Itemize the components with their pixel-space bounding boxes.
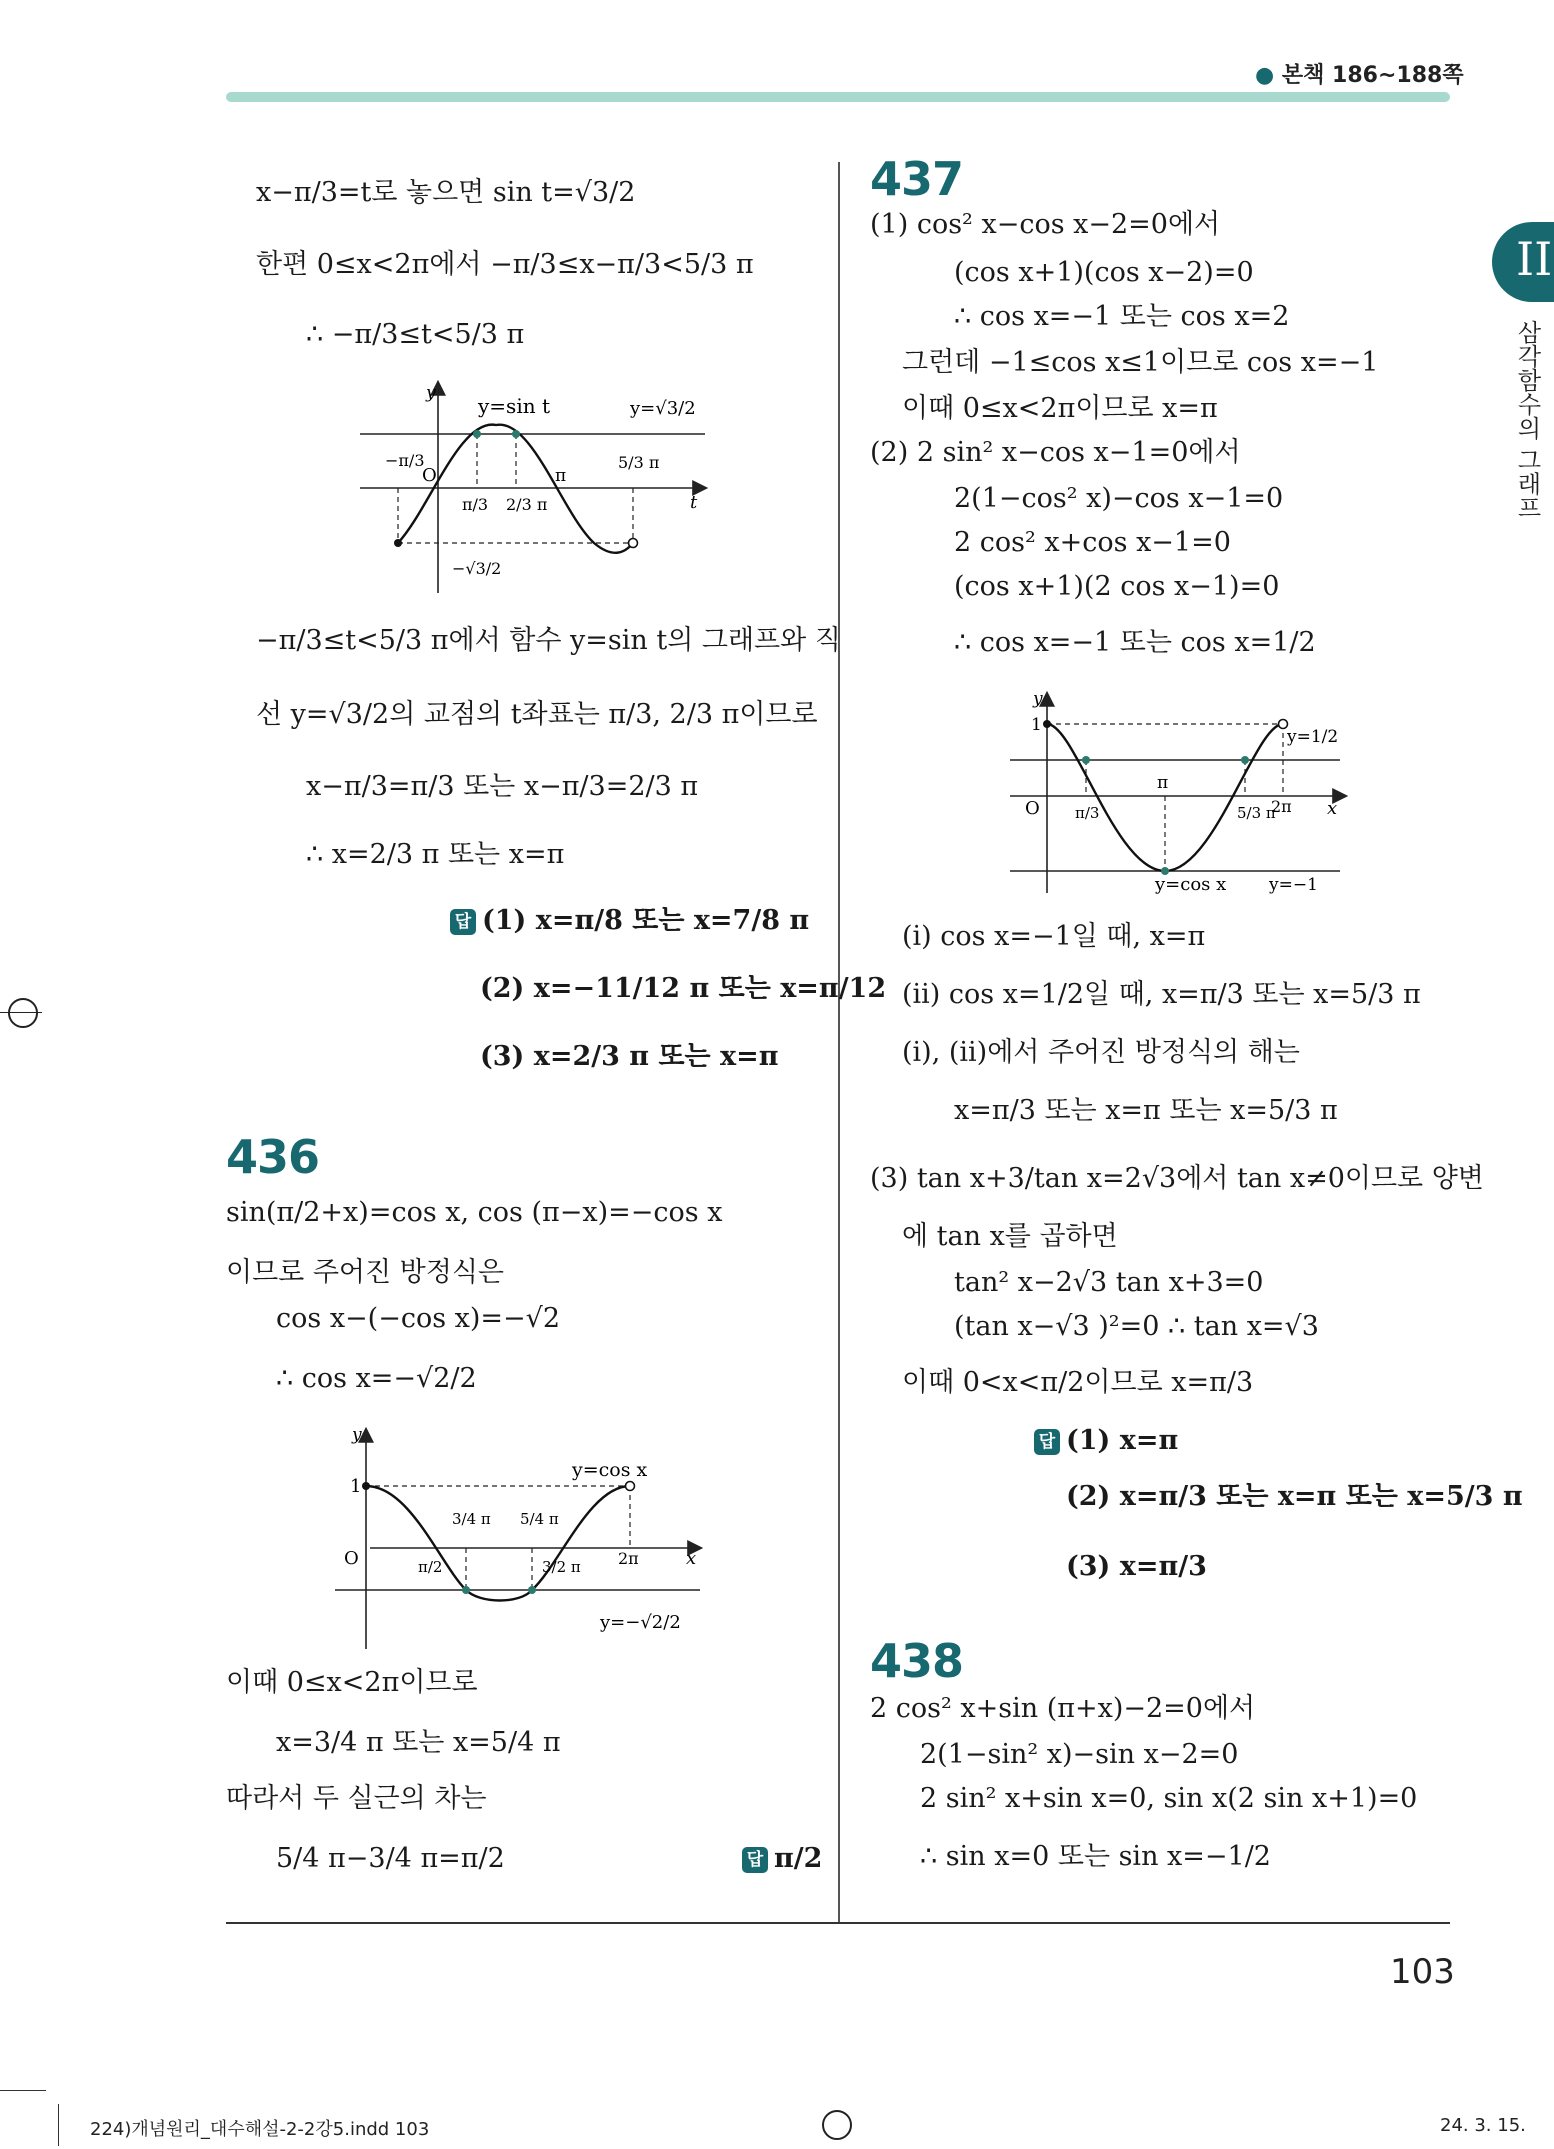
svg-text:π/2: π/2 — [418, 1558, 443, 1576]
sin-graph — [350, 378, 720, 598]
footer-vbar — [58, 2104, 59, 2146]
svg-text:y=sin t: y=sin t — [478, 394, 550, 418]
registration-mark-icon — [822, 2110, 852, 2140]
cos-graph-437 — [1005, 688, 1365, 898]
text-line: 2 cos² x+cos x−1=0 — [954, 527, 1231, 558]
svg-text:1: 1 — [1031, 715, 1042, 735]
svg-text:y=cos x: y=cos x — [572, 1459, 648, 1481]
svg-text:π/3: π/3 — [462, 495, 489, 514]
text-line: 선 y=√3/2의 교점의 t좌표는 π/3, 2/3 π이므로 — [256, 699, 818, 730]
text-line: 이므로 주어진 방정식은 — [226, 1257, 504, 1288]
svg-text:3/4 π: 3/4 π — [452, 1510, 491, 1528]
svg-text:1: 1 — [350, 1476, 362, 1497]
problem-number: 438 — [870, 1634, 964, 1688]
text-line: 5/4 π−3/4 π=π/2 — [276, 1843, 505, 1874]
text-line: (cos x+1)(2 cos x−1)=0 — [954, 571, 1280, 602]
svg-text:y=−√2/2: y=−√2/2 — [600, 1612, 681, 1633]
bullet-icon: ● — [1255, 63, 1275, 88]
text-line: ∴ cos x=−1 또는 cos x=1/2 — [954, 627, 1316, 658]
svg-text:2π: 2π — [618, 1549, 639, 1568]
chapter-numeral: II — [1516, 232, 1553, 286]
problem-number: 436 — [226, 1130, 320, 1184]
svg-text:O: O — [1025, 798, 1040, 819]
text-line: x=3/4 π 또는 x=5/4 π — [276, 1727, 561, 1758]
text-line: cos x−(−cos x)=−√2 — [276, 1303, 561, 1334]
answer-line: (2) x=−11/12 π 또는 x=π/12 — [480, 973, 887, 1004]
svg-text:y: y — [426, 383, 436, 403]
page-number: 103 — [1390, 1952, 1455, 1992]
svg-text:O: O — [344, 1548, 359, 1569]
text-line: (cos x+1)(cos x−2)=0 — [954, 257, 1254, 288]
svg-text:5/4 π: 5/4 π — [520, 1510, 559, 1528]
text-line: x−π/3=π/3 또는 x−π/3=2/3 π — [306, 771, 699, 802]
text-line: tan² x−2√3 tan x+3=0 — [954, 1267, 1264, 1298]
svg-text:π: π — [1157, 773, 1169, 793]
text-line: 그런데 −1≤cos x≤1이므로 cos x=−1 — [902, 347, 1379, 378]
text-line: (i), (ii)에서 주어진 방정식의 해는 — [902, 1037, 1300, 1068]
text-line: 2 cos² x+sin (π+x)−2=0에서 — [870, 1693, 1256, 1724]
answer-line: (2) x=π/3 또는 x=π 또는 x=5/3 π — [1066, 1481, 1523, 1512]
text-line: ∴ sin x=0 또는 sin x=−1/2 — [920, 1841, 1271, 1872]
text-line: ∴ cos x=−√2/2 — [276, 1363, 477, 1394]
text-line: −π/3≤t<5/3 π에서 함수 y=sin t의 그래프와 직 — [256, 625, 841, 656]
footer-rule — [0, 2090, 46, 2091]
svg-text:y=√3/2: y=√3/2 — [630, 398, 696, 419]
chapter-title: 삼각함수의 그래프 — [1513, 320, 1541, 520]
answer-badge-icon: 답 — [742, 1847, 768, 1873]
svg-text:O: O — [422, 465, 437, 486]
svg-text:x: x — [1327, 798, 1338, 819]
text-line: (1) cos² x−cos x−2=0에서 — [870, 209, 1221, 240]
svg-text:3/2 π: 3/2 π — [542, 1558, 581, 1576]
svg-text:−√3/2: −√3/2 — [452, 559, 502, 578]
svg-text:y=1/2: y=1/2 — [1287, 727, 1339, 747]
svg-text:y=−1: y=−1 — [1269, 875, 1318, 895]
answer-badge-icon: 답 — [450, 909, 476, 935]
registration-mark-icon — [8, 998, 38, 1028]
svg-text:y: y — [352, 1425, 362, 1445]
svg-text:t: t — [690, 492, 698, 513]
svg-text:y: y — [1033, 689, 1043, 709]
svg-text:2/3 π: 2/3 π — [506, 495, 548, 514]
text-line: 2(1−sin² x)−sin x−2=0 — [920, 1739, 1239, 1770]
svg-text:−π/3: −π/3 — [385, 451, 425, 470]
column-divider — [838, 162, 840, 1924]
answer-line: 답 (1) x=π/8 또는 x=7/8 π — [450, 904, 809, 938]
text-line: x−π/3=t로 놓으면 sin t=√3/2 — [256, 177, 636, 208]
text-line: 이때 0≤x<2π이므로 — [226, 1667, 478, 1698]
footer-file: 224)개념원리_대수해설-2-2강5.indd 103 — [90, 2119, 430, 2140]
registration-mark-cross — [0, 1012, 42, 1013]
text-line: 이때 0<x<π/2이므로 x=π/3 — [902, 1367, 1254, 1398]
answer-badge-icon: 답 — [1034, 1429, 1060, 1455]
text-line: ∴ −π/3≤t<5/3 π — [306, 319, 525, 350]
header-rule — [226, 92, 1450, 102]
text-line: ∴ cos x=−1 또는 cos x=2 — [954, 301, 1290, 332]
svg-text:2π: 2π — [1271, 797, 1292, 816]
text-line: (3) tan x+3/tan x=2√3에서 tan x≠0이므로 양변 — [870, 1163, 1484, 1194]
footer-date: 24. 3. 15. — [1440, 2115, 1526, 2136]
text-line: (2) 2 sin² x−cos x−1=0에서 — [870, 437, 1241, 468]
text-line: 따라서 두 실근의 차는 — [226, 1783, 487, 1814]
text-line: ∴ x=2/3 π 또는 x=π — [306, 839, 565, 870]
text-line: 에 tan x를 곱하면 — [902, 1221, 1118, 1252]
answer-line: (3) x=π/3 — [1066, 1551, 1207, 1582]
answer-line: 답 π/2 — [742, 1842, 822, 1876]
text-line: (ii) cos x=1/2일 때, x=π/3 또는 x=5/3 π — [902, 979, 1421, 1010]
svg-text:x: x — [686, 1548, 697, 1569]
answer-line: 답 (1) x=π — [1034, 1424, 1178, 1458]
cos-graph-436 — [330, 1424, 710, 1654]
text-line: 이때 0≤x<2π이므로 x=π — [902, 393, 1218, 424]
text-line: 2 sin² x+sin x=0, sin x(2 sin x+1)=0 — [920, 1783, 1418, 1814]
bottom-rule — [226, 1922, 1450, 1924]
text-line: 한편 0≤x<2π에서 −π/3≤x−π/3<5/3 π — [256, 249, 754, 280]
text-line: 2(1−cos² x)−cos x−1=0 — [954, 483, 1284, 514]
text-line: sin(π/2+x)=cos x, cos (π−x)=−cos x — [226, 1197, 723, 1228]
page-reference: ● 본책 186~188쪽 — [1255, 63, 1464, 88]
text-line: x=π/3 또는 x=π 또는 x=5/3 π — [954, 1095, 1338, 1126]
svg-text:π/3: π/3 — [1075, 804, 1100, 822]
svg-text:π: π — [555, 466, 567, 486]
svg-text:5/3 π: 5/3 π — [1237, 804, 1276, 822]
svg-text:5/3 π: 5/3 π — [618, 453, 660, 472]
answer-line: (3) x=2/3 π 또는 x=π — [480, 1041, 779, 1072]
text-line: (i) cos x=−1일 때, x=π — [902, 921, 1206, 952]
problem-number: 437 — [870, 152, 964, 206]
svg-text:y=cos x: y=cos x — [1155, 874, 1227, 895]
text-line: (tan x−√3 )²=0 ∴ tan x=√3 — [954, 1311, 1319, 1342]
